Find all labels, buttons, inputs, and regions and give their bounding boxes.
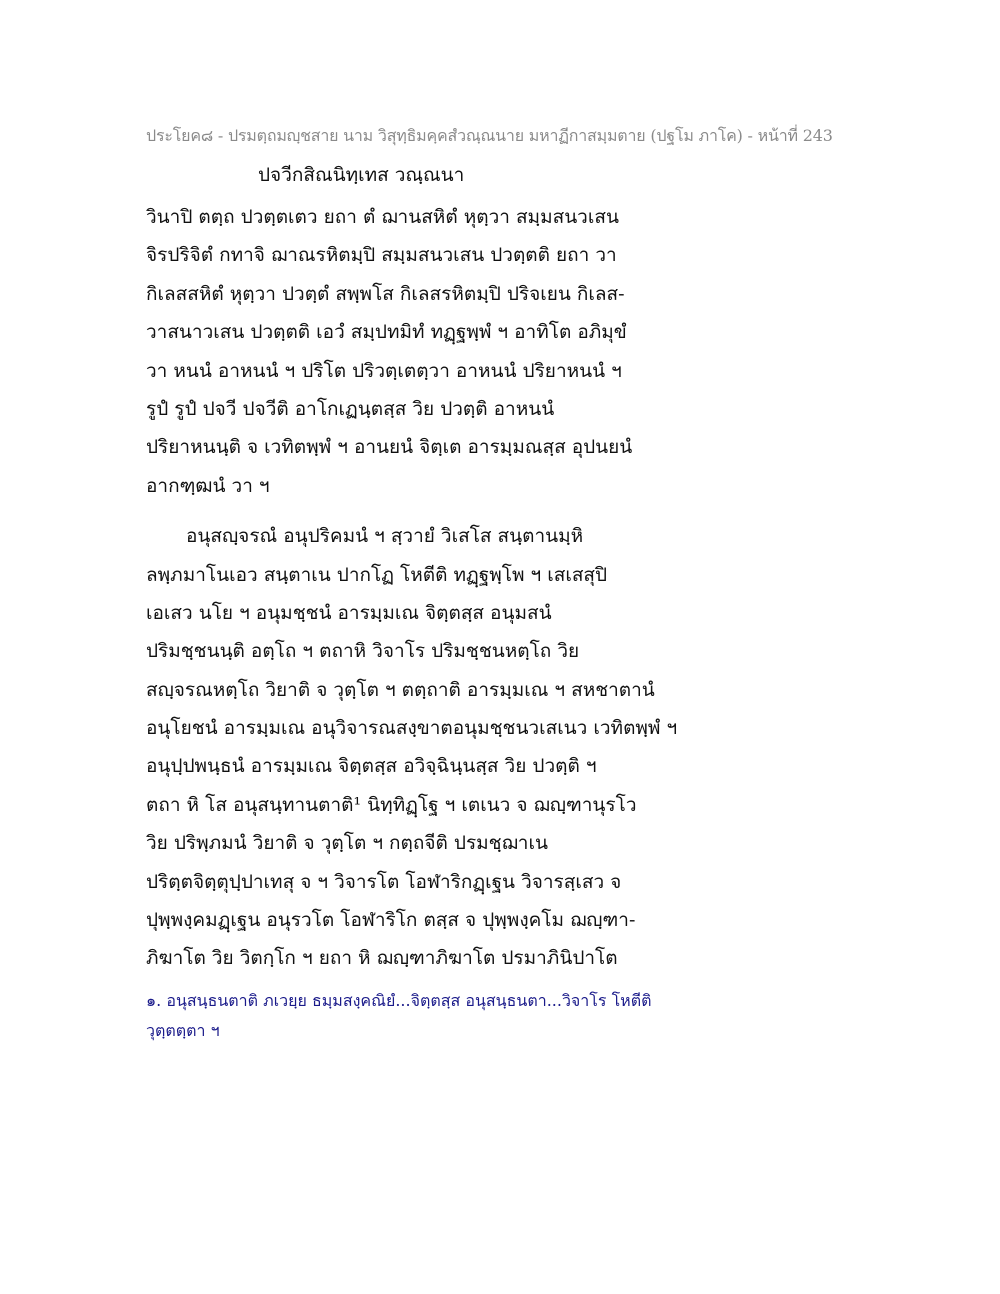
text-line: กิเลสสหิตํ หุตฺวา ปวตฺตํ สพฺพโส กิเลสรหิตมฺปิ ปริจเยน กิเลส- bbox=[146, 282, 625, 305]
text-line: วินาปิ ตตฺถ ปวตฺตเตว ยถา ตํ ฌานสหิตํ หุตฺวา สมฺมสนวเสน bbox=[146, 206, 619, 228]
footnote bbox=[146, 986, 726, 1046]
text-line: ปริยาหนนฺติ จ เวทิตพฺพํ ฯ อานยนํ จิตฺเต อารมฺมณสฺส อุปนยนํ bbox=[146, 436, 633, 459]
running-header: ประโยค๘ - ปรมตฺถมญฺชสาย นาม วิสุทฺธิมคฺคสํวณฺณนาย มหาฏีกาสมฺมตาย (ปฐโม ภาโค) - หน้าที่ 243 bbox=[146, 126, 833, 145]
text-line: อนุสญฺจรณํ อนุปริคมนํ ฯ สฺวายํ วิเสโส สนฺตานมฺหิ bbox=[186, 525, 584, 548]
footnote-line: วุตฺตตฺตา ฯ bbox=[146, 1021, 220, 1040]
text-line: ภิฆาโต วิย วิตกฺโก ฯ ยถา หิ ฌญฺฑาภิฆาโต ปรมาภินิปาโต bbox=[146, 947, 618, 970]
text-line: ลพฺภมาโนเอว สนฺตาเน ปากโฏ โหตีติ ทฏฺฐพฺโพ ฯ เสเสสุปิ bbox=[146, 563, 608, 586]
paragraph-gap bbox=[146, 505, 706, 517]
text-line: อากฑฺฒนํ วา ฯ bbox=[146, 474, 270, 497]
text-line: เอเสว นโย ฯ อนุมชฺชนํ อารมฺมเณ จิตฺตสฺส อนุมสนํ bbox=[146, 601, 552, 624]
text-line: อนุปฺปพนฺธนํ อารมฺมเณ จิตฺตสฺส อวิจฺฉินฺนสฺส วิย ปวตฺติ ฯ bbox=[146, 755, 597, 778]
text-line: ปริตฺตจิตฺตุปฺปาเทสุ จ ฯ วิจารโต โอฬาริกฏฺเฐน วิจารสฺเสว จ bbox=[146, 870, 622, 893]
text-line: วา หนนํ อาหนนํ ฯ ปริโต ปริวตฺเตตฺวา อาหนนํ ปริยาหนนํ ฯ bbox=[146, 359, 622, 382]
text-line: วาสนาวเสน ปวตฺตติ เอวํ สมฺปทมิทํ ทฏฺฐพฺพํ ฯ อาทิโต อภิมุขํ bbox=[146, 321, 627, 344]
body-text bbox=[146, 198, 706, 978]
text-line: รูปํ รูปํ ปจวี ปจวีติ อาโกเฏนฺตสฺส วิย ปวตฺติ อาหนนํ bbox=[146, 397, 555, 420]
section-title: ปจวีกสิณนิทฺเทส วณฺณนา bbox=[258, 164, 465, 186]
text-line: ปุพฺพงฺคมฏฺเฐน อนุรวโต โอฬาริโก ตสฺส จ ปุพฺพงฺคโม ฌญฺฑา- bbox=[146, 909, 636, 932]
text-line: อนุโยชนํ อารมฺมเณ อนุวิจารณสงฺขาตอนุมชฺชนวเสเนว เวทิตพฺพํ ฯ bbox=[146, 717, 678, 740]
text-line: ปริมชฺชนนฺติ อตฺโถ ฯ ตถาหิ วิจาโร ปริมชฺชนหตฺโถ วิย bbox=[146, 640, 580, 663]
text-line: วิย ปริพฺภมนํ วิยาติ จ วุตฺโต ฯ กตฺถจีติ ปรมชฺฌาเน bbox=[146, 832, 548, 855]
text-line: ตถา หิ โส อนุสนฺทานตาติ¹ นิทฺทิฏฺโฐ ฯ เตเนว จ ฌญฺฑานุรโว bbox=[146, 793, 637, 816]
text-line: สญฺจรณหตฺโถ วิยาติ จ วุตฺโต ฯ ตตฺถาติ อารมฺมเณ ฯ สหชาตานํ bbox=[146, 678, 655, 701]
footnote-line: ๑. อนุสนฺธนตาติ ภเวยฺย ธมฺมสงฺคณิยํ...จิตฺตสฺส อนุสนฺธนตา...วิจาโร โหตีติ bbox=[146, 991, 652, 1010]
text-line: จิรปริจิตํ กทาจิ ฌาณรหิตมฺปิ สมฺมสนวเสน ปวตฺตติ ยถา วา bbox=[146, 244, 617, 267]
